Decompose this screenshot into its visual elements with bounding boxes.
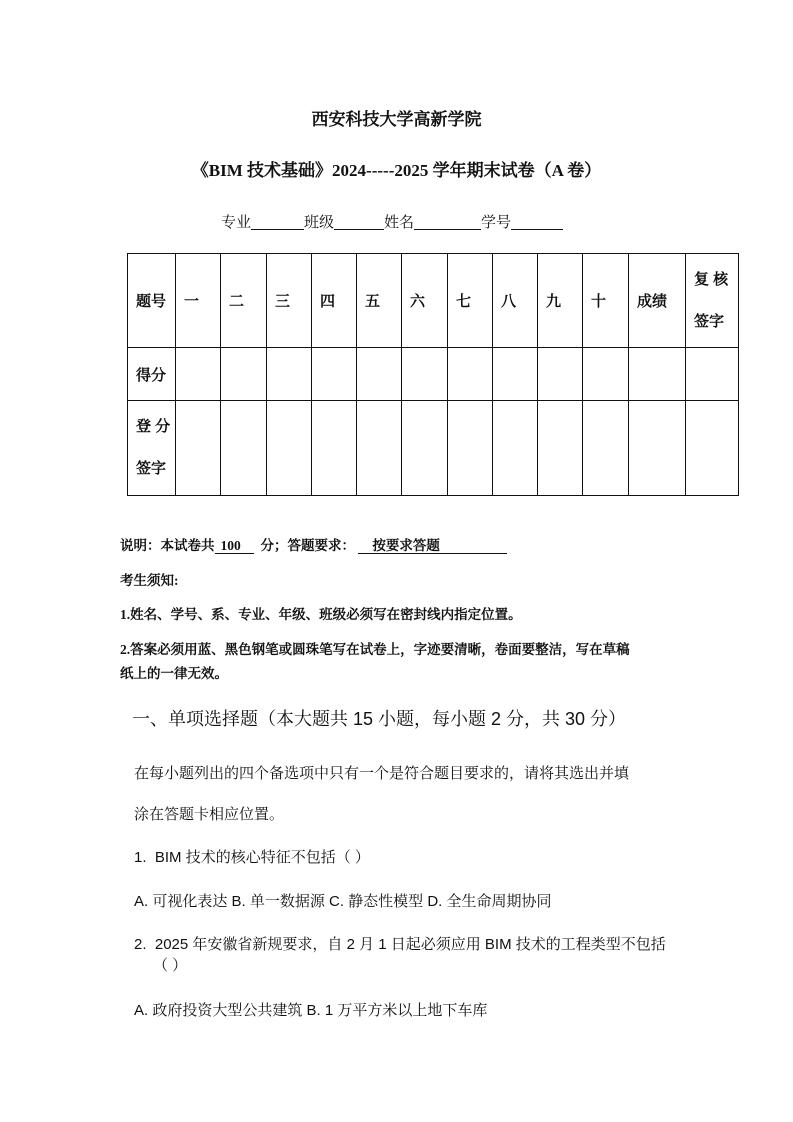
student-id-field[interactable] (511, 214, 563, 230)
score-row (128, 348, 739, 401)
score-cell[interactable] (357, 348, 402, 401)
question-2-options: A. 政府投资大型公共建筑 B. 1 万平方米以上地下车库 (134, 1002, 488, 1019)
header-cell: 题号 (128, 254, 176, 348)
review-sign-header: 复 核 签字 (694, 270, 729, 330)
student-id-label: 学号 (481, 214, 512, 231)
score-cell[interactable] (583, 348, 629, 401)
review-sign-cell[interactable] (686, 348, 739, 401)
name-field[interactable] (414, 214, 481, 230)
score-cell[interactable] (538, 348, 583, 401)
sign-cell[interactable] (221, 401, 267, 496)
sign-cell[interactable] (448, 401, 493, 496)
exam-title: 《BIM 技术基础》2024-----2025 学年期末试卷（A 卷） (191, 161, 602, 180)
score-cell[interactable] (448, 348, 493, 401)
section-description-cont: 涂在答题卡相应位置。 (134, 806, 285, 823)
sign-cell[interactable] (629, 401, 686, 496)
question-1-options: A. 可视化表达 B. 单一数据源 C. 静态性模型 D. 全生命周期协同 (134, 893, 552, 910)
class-label: 班级 (304, 214, 335, 231)
score-cell[interactable] (402, 348, 448, 401)
total-score-value: 100 (215, 539, 254, 554)
question-1: 1. BIM 技术的核心特征不包括（ ） (134, 849, 370, 866)
school-name: 西安科技大学高新学院 (311, 110, 482, 129)
grader-sign-row (128, 401, 739, 496)
notice-title: 考生须知: (120, 573, 179, 588)
sign-cell[interactable] (312, 401, 357, 496)
score-cell[interactable] (267, 348, 312, 401)
header-cell: 九 (538, 254, 583, 348)
class-field[interactable] (334, 214, 384, 230)
major-field[interactable] (251, 214, 304, 230)
header-cell: 七 (448, 254, 493, 348)
score-cell[interactable] (312, 348, 357, 401)
header-cell: 八 (493, 254, 538, 348)
header-cell: 二 (221, 254, 267, 348)
score-table (127, 253, 739, 496)
row-label-cell: 登 分 签字 (128, 401, 176, 496)
question-number-row (128, 254, 739, 348)
sign-cell[interactable] (583, 401, 629, 496)
sign-cell[interactable] (538, 401, 583, 496)
notice-item-1: 1.姓名、学号、系、专业、年级、班级必须写在密封线内指定位置。 (120, 607, 522, 622)
header-cell: 十 (583, 254, 629, 348)
section-description: 在每小题列出的四个备选项中只有一个是符合题目要求的，请将其选出并填 (134, 765, 630, 782)
student-info-line (221, 211, 563, 232)
header-cell: 五 (357, 254, 402, 348)
answer-requirement-value: 按要求答题 (358, 539, 507, 554)
score-cell[interactable] (493, 348, 538, 401)
row-label-cell: 得分 (128, 348, 176, 401)
question-2-paren: （ ） (153, 957, 188, 974)
exam-description: 说明：本试卷共 100 分；答题要求： 按要求答题 (120, 534, 507, 554)
question-2: 2. 2025 年安徽省新规要求，自 2 月 1 日起必须应用 BIM 技术的工程类型不包括 (134, 936, 666, 953)
total-score-cell[interactable] (629, 348, 686, 401)
section-title: 一、单项选择题（本大题共 15 小题，每小题 2 分，共 30 分） (132, 709, 627, 729)
notice-item-2: 2.答案必须用蓝、黑色钢笔或圆珠笔写在试卷上，字迹要清晰，卷面要整洁，写在草稿 (120, 642, 630, 657)
sign-cell[interactable] (267, 401, 312, 496)
notice-item-2-cont: 纸上的一律无效。 (120, 666, 228, 681)
header-cell: 四 (312, 254, 357, 348)
header-cell: 成绩 (629, 254, 686, 348)
header-cell: 一 (176, 254, 221, 348)
sign-cell[interactable] (357, 401, 402, 496)
sign-cell[interactable] (402, 401, 448, 496)
sign-cell[interactable] (493, 401, 538, 496)
score-cell[interactable] (221, 348, 267, 401)
header-cell: 六 (402, 254, 448, 348)
sign-cell[interactable] (176, 401, 221, 496)
header-cell: 三 (267, 254, 312, 348)
major-label: 专业 (221, 214, 252, 231)
sign-cell[interactable] (686, 401, 739, 496)
name-label: 姓名 (384, 214, 415, 231)
header-cell (686, 254, 739, 348)
score-cell[interactable] (176, 348, 221, 401)
